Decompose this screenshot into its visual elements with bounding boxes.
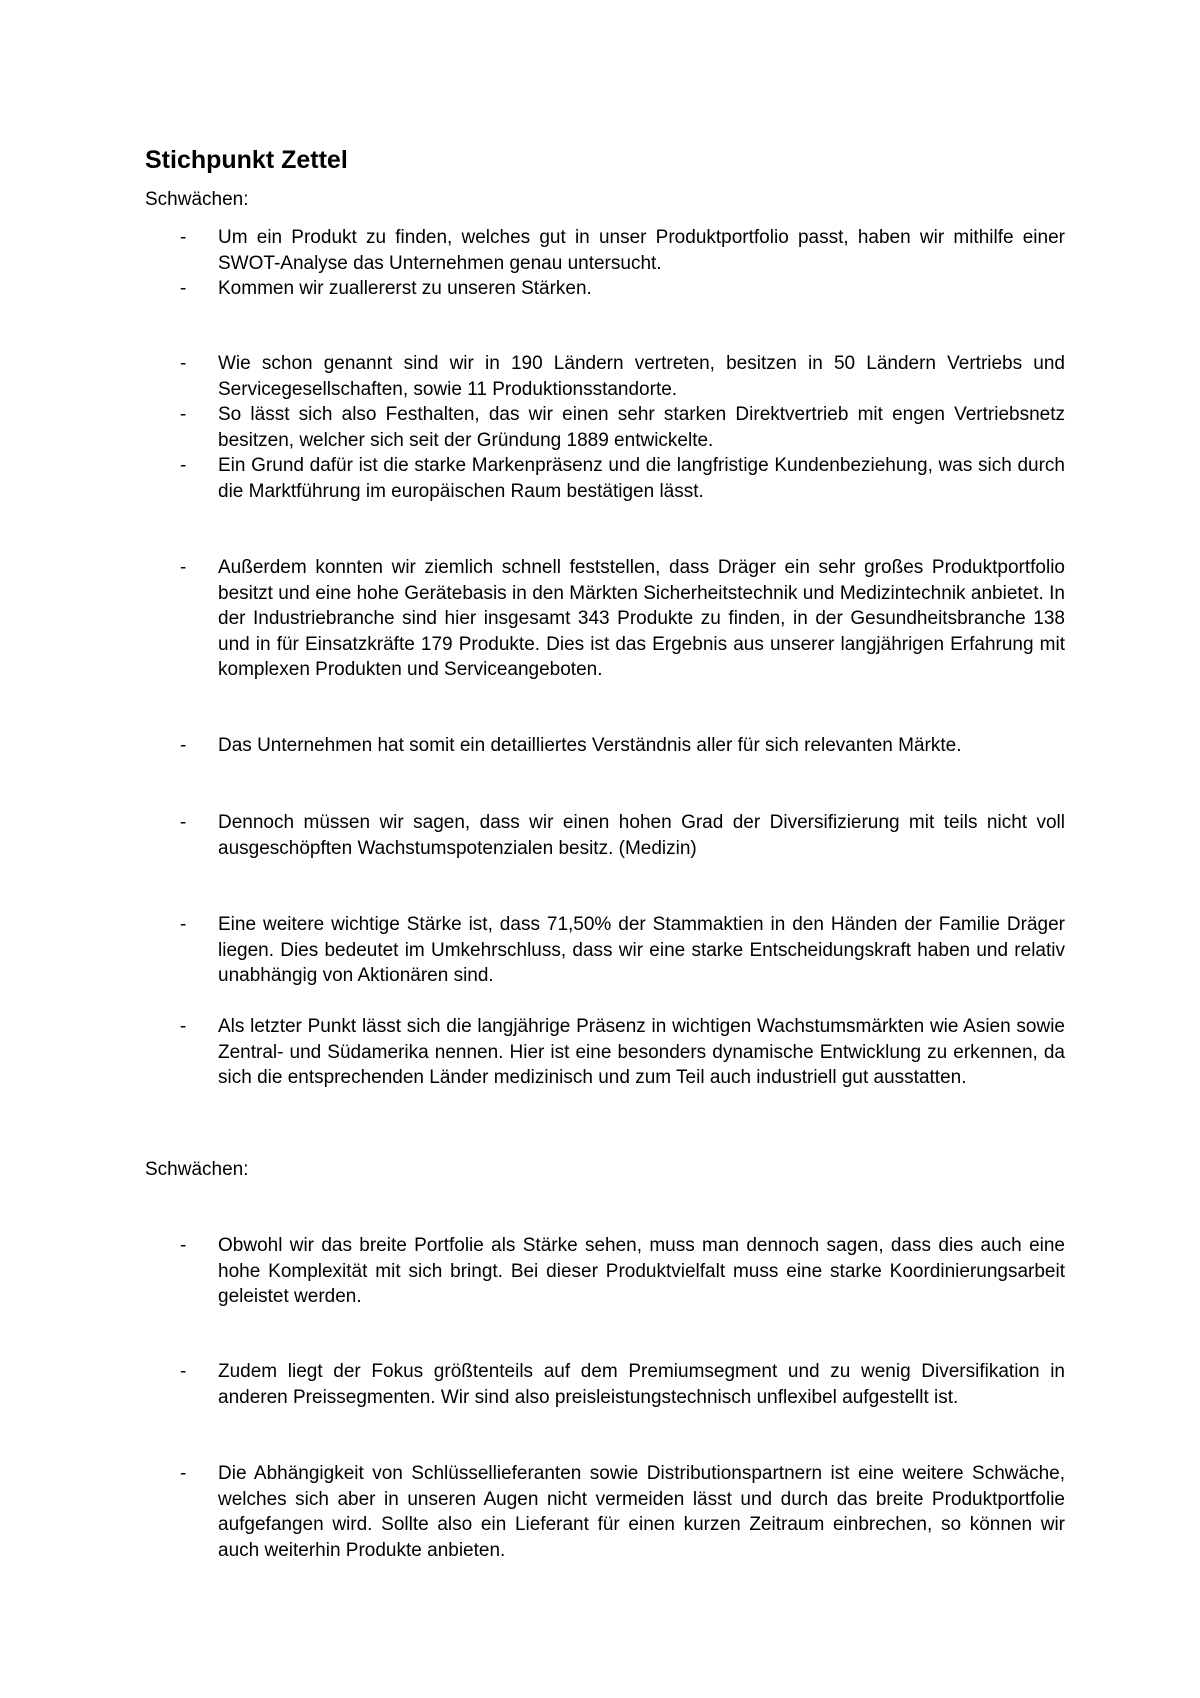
bullet-dash: - [180, 1016, 187, 1037]
page-title: Stichpunkt Zettel [145, 146, 348, 174]
list-item-text: Eine weitere wichtige Stärke ist, dass 71,50% der Stammaktien in den Händen der Familie Dräger liegen. Dies bedeutet im Umkehrschluss, dass wir eine starke Entscheidungskraft haben und relativ unabhängig von Aktionären sind. [218, 914, 1065, 986]
list-item-text: Zudem liegt der Fokus größtenteils auf dem Premiumsegment und zu wenig Diversifikation in anderen Preissegmenten. Wir sind also preisleistungstechnisch unflexibel aufgestellt ist. [218, 1361, 1065, 1408]
bullet-dash: - [180, 735, 187, 756]
list-item-text: Obwohl wir das breite Portfolie als Stärke sehen, muss man dennoch sagen, dass dies auch eine hohe Komplexität mit sich bringt. Bei dieser Produktvielfalt muss eine starke Koordinierungsarbeit geleistet werden. [218, 1235, 1065, 1307]
list-item-text: Kommen wir zuallererst zu unseren Stärken. [218, 278, 592, 299]
list-item [180, 1014, 1065, 1091]
bullet-dash: - [180, 227, 187, 248]
bullet-dash: - [180, 1235, 187, 1256]
list-item [180, 912, 1065, 989]
list-item-text: Die Abhängigkeit von Schlüssellieferanten sowie Distributionspartnern ist eine weitere Schwäche, welches sich aber in unseren Augen nicht vermeiden lässt und durch das breite Produktportfolie aufgefangen wird. Sollte also ein Lieferant für einen kurzen Zeitraum einbrechen, so können wir auch weiterhin Produkte anbieten. [218, 1463, 1065, 1561]
bullet-dash: - [180, 557, 187, 578]
list-item [180, 733, 1065, 759]
list-item [180, 225, 1065, 276]
list-item [180, 402, 1065, 453]
list-item-text: Wie schon genannt sind wir in 190 Ländern vertreten, besitzen in 50 Ländern Vertriebs und Servicegesellschaften, sowie 11 Produktionsstandorte. [218, 353, 1065, 400]
list-item [180, 1233, 1065, 1310]
list-item-text: Um ein Produkt zu finden, welches gut in unser Produktportfolio passt, haben wir mithilfe einer SWOT-Analyse das Unternehmen genau untersucht. [218, 227, 1065, 274]
list-item-text: Dennoch müssen wir sagen, dass wir einen hohen Grad der Diversifizierung mit teils nicht voll ausgeschöpften Wachstumspotenzialen besitz. (Medizin) [218, 812, 1065, 859]
list-item [180, 1461, 1065, 1563]
list-item [180, 1359, 1065, 1410]
bullet-dash: - [180, 353, 187, 374]
bullet-dash: - [180, 455, 187, 476]
list-item [180, 276, 1065, 302]
list-item-text: Ein Grund dafür ist die starke Markenpräsenz und die langfristige Kundenbeziehung, was sich durch die Marktführung im europäischen Raum bestätigen lässt. [218, 455, 1065, 502]
list-item-text: Das Unternehmen hat somit ein detailliertes Verständnis aller für sich relevanten Märkte. [218, 735, 962, 756]
list-item-text: Außerdem konnten wir ziemlich schnell feststellen, dass Dräger ein sehr großes Produktportfolio besitzt und eine hohe Gerätebasis in den Märkten Sicherheitstechnik und Medizintechnik anbietet. In der Industriebranche sind hier insgesamt 343 Produkte zu finden, in der Gesundheitsbranche 138 und in für Einsatzkräfte 179 Produkte. Dies ist das Ergebnis aus unserer langjährigen Erfahrung mit komplexen Produkten und Serviceangeboten. [218, 557, 1065, 680]
section-label-2: Schwächen: [145, 1159, 249, 1180]
list-item [180, 555, 1065, 683]
list-item [180, 351, 1065, 402]
bullet-dash: - [180, 278, 187, 299]
list-item-text: So lässt sich also Festhalten, das wir einen sehr starken Direktvertrieb mit engen Vertriebsnetz besitzen, welcher sich seit der Gründung 1889 entwickelte. [218, 404, 1065, 451]
bullet-dash: - [180, 812, 187, 833]
list-item-text: Als letzter Punkt lässt sich die langjährige Präsenz in wichtigen Wachstumsmärkten wie Asien sowie Zentral- und Südamerika nennen. Hier ist eine besonders dynamische Entwicklung zu erkennen, da sich die entsprechenden Länder medizinisch und zum Teil auch industriell gut ausstatten. [218, 1016, 1065, 1088]
bullet-dash: - [180, 1463, 187, 1484]
bullet-dash: - [180, 914, 187, 935]
list-item [180, 810, 1065, 861]
section-label-1: Schwächen: [145, 189, 249, 210]
list-item [180, 453, 1065, 504]
bullet-dash: - [180, 1361, 187, 1382]
bullet-dash: - [180, 404, 187, 425]
